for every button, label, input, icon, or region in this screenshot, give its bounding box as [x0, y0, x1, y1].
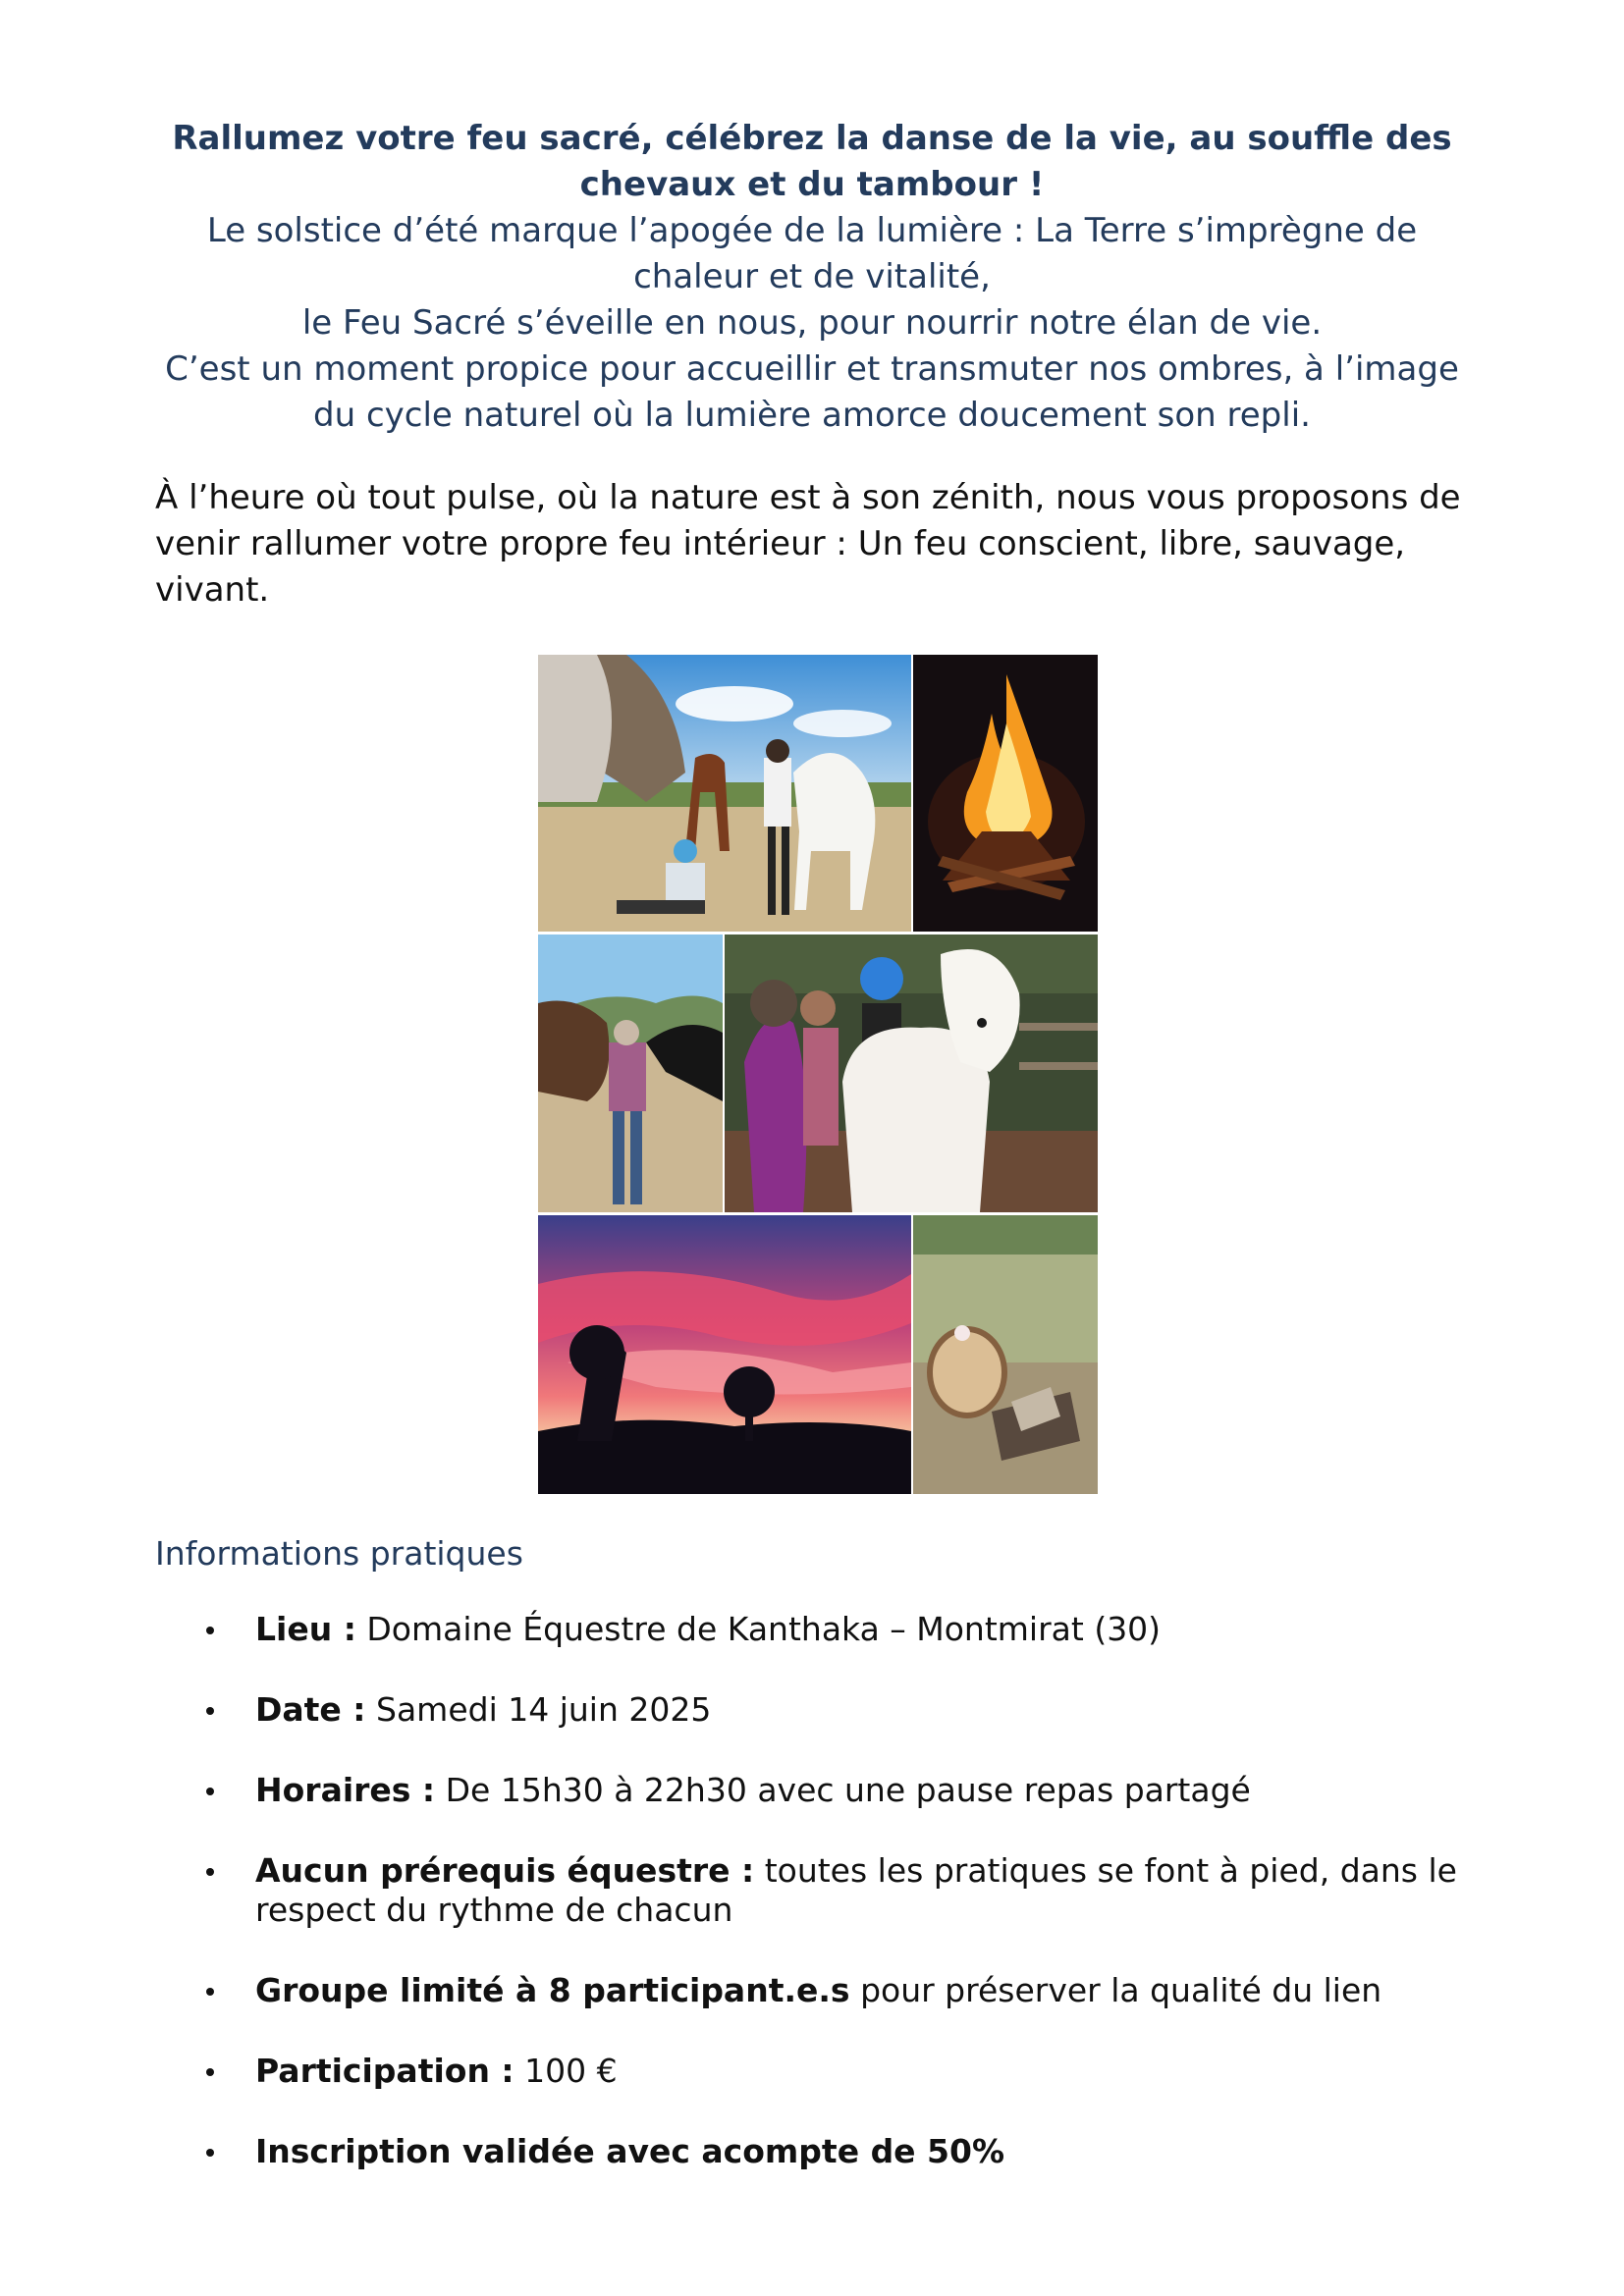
photo-women-white-horse — [725, 934, 1098, 1212]
body-paragraph: À l’heure où tout pulse, où la nature est à son zénith, nous vous proposons de venir rallumer votre propre feu intérieur : Un feu conscient, libre, sauvage, vivant. — [155, 478, 1461, 610]
info-item-prerequis: Aucun prérequis équestre : toutes les pratiques se font à pied, dans le respect du rythme de chacun — [157, 1851, 1492, 1930]
bullet-icon — [206, 1868, 214, 1876]
info-item-lieu: Lieu : Domaine Équestre de Kanthaka – Montmirat (30) — [157, 1610, 1492, 1649]
photo-collage — [538, 655, 1098, 1494]
intro-line-5: du cycle naturel où la lumière amorce doucement son repli. — [313, 396, 1311, 435]
photo-bonfire — [913, 655, 1098, 932]
photo-drum-fire — [913, 1215, 1098, 1494]
info-item-inscription: Inscription validée avec acompte de 50% — [157, 2132, 1492, 2171]
bullet-icon — [206, 1988, 214, 1996]
bullet-icon — [206, 1788, 214, 1795]
photo-sunset — [538, 1215, 911, 1494]
bullet-icon — [206, 1707, 214, 1715]
photo-horses-field — [538, 655, 911, 932]
bullet-icon — [206, 2068, 214, 2076]
photo-horses-hills — [538, 934, 723, 1212]
intro-line-4: C’est un moment propice pour accueillir et transmuter nos ombres, à l’image — [165, 349, 1459, 389]
intro-line-3: le Feu Sacré s’éveille en nous, pour nourrir notre élan de vie. — [301, 303, 1323, 343]
intro-line-2: chaleur et de vitalité, — [633, 257, 991, 296]
headline-line-2: chevaux et du tambour ! — [579, 165, 1045, 204]
bullet-icon — [206, 1627, 214, 1634]
headline-line-1: Rallumez votre feu sacré, célébrez la danse de la vie, au souffle des — [172, 119, 1452, 158]
intro-block — [157, 116, 1467, 439]
bullet-icon — [206, 2149, 214, 2157]
info-item-groupe: Groupe limité à 8 participant.e.s pour préserver la qualité du lien — [157, 1971, 1492, 2010]
info-item-date: Date : Samedi 14 juin 2025 — [157, 1690, 1492, 1730]
section-title-informations: Informations pratiques — [155, 1534, 523, 1573]
info-list — [157, 1610, 1492, 2213]
info-item-horaires: Horaires : De 15h30 à 22h30 avec une pause repas partagé — [157, 1771, 1492, 1810]
intro-line-1: Le solstice d’été marque l’apogée de la lumière : La Terre s’imprègne de — [206, 211, 1418, 250]
info-item-participation: Participation : 100 € — [157, 2052, 1492, 2091]
